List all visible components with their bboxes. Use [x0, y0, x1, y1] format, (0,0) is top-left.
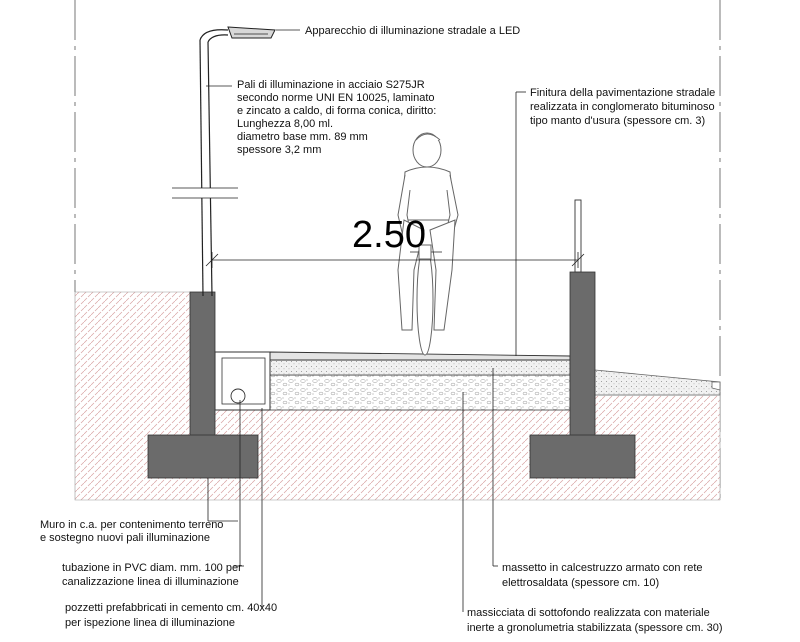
right-wall — [570, 272, 595, 437]
wall-label: Muro in c.a. per contenimento terreno e sostegno nuovi pali illuminazione — [40, 519, 224, 544]
pvc-pipe — [231, 389, 245, 403]
light-pole — [170, 30, 240, 296]
right-footing — [530, 435, 635, 478]
pole-label: Pali di illuminazione in acciaio S275JR secondo norme UNI EN 10025, laminato e zincato a caldo, di forma conica, diritto: Lunghezza 8,00 ml. diametro base mm. 89 mm spessore 3,2 mm — [237, 79, 437, 156]
finish-label: Finitura della pavimentazione stradale realizzata in conglomerato bituminoso tipo manto d'usura (spessore cm. 3) — [530, 87, 716, 127]
subbase-label: massicciata di sottofondo realizzata con materiale inerte a gronolumetria stabilizzata (spessore cm. 30) — [467, 607, 723, 634]
screed-label: massetto in calcestruzzo armato con rete elettrosaldata (spessore cm. 10) — [502, 562, 703, 589]
manhole-label: pozzetti prefabbricati in cemento cm. 40x40 per ispezione linea di illuminazione — [65, 602, 278, 629]
pipe-label: tubazione in PVC diam. mm. 100 per canalizzazione linea di illuminazione — [62, 562, 242, 588]
led-lamp-head — [228, 27, 275, 38]
adjacent-road-section — [595, 370, 720, 395]
left-footing — [148, 435, 258, 478]
left-wall — [190, 292, 215, 437]
asphalt-layer — [270, 352, 570, 360]
width-value: 2.50 — [352, 214, 426, 256]
lamp-label: Apparecchio di illuminazione stradale a LED — [305, 25, 521, 37]
subbase-layer — [270, 375, 570, 410]
screed-layer — [270, 360, 570, 375]
